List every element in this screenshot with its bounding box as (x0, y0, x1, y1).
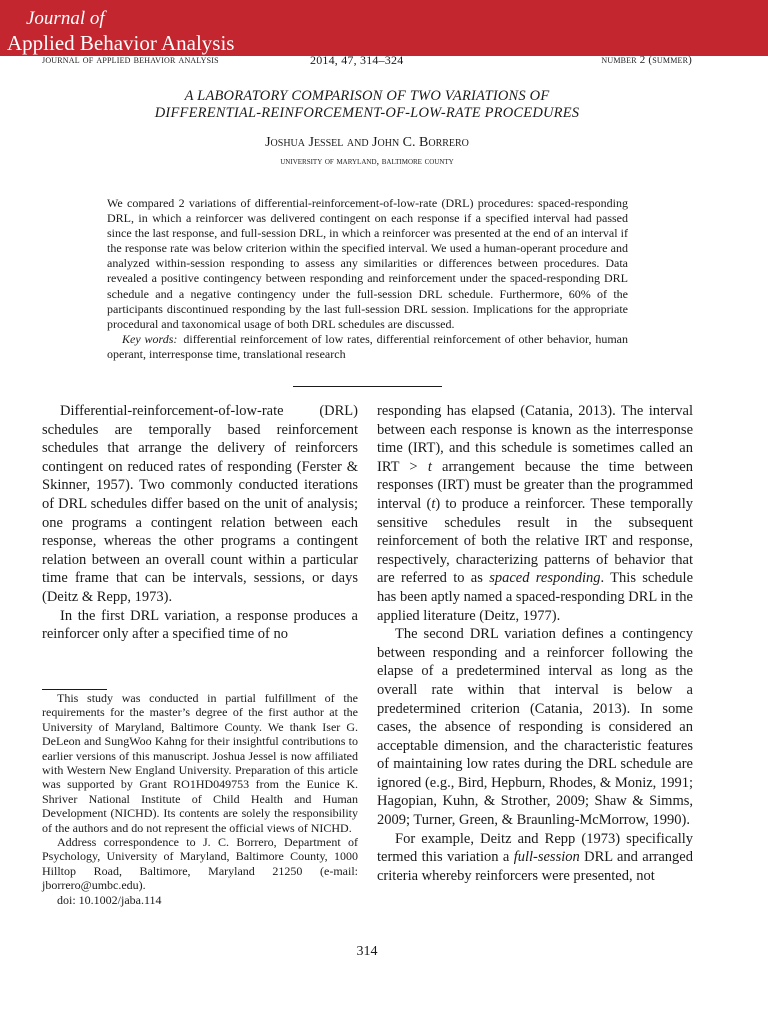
article-title (42, 88, 692, 122)
footnote-correspondence: Address correspondence to J. C. Borrero, Department of Psychology, University of Maryland, Baltimore County, 1000 Hilltop Road, Baltimore, Maryland 21250 (e-mail: jborrero@umbc.edu). (42, 835, 358, 893)
keywords-label: Key words: (122, 331, 178, 346)
text-run-italic: t (431, 495, 436, 512)
running-head-number: number 2 (summer) (601, 54, 692, 66)
banner-journal-name: Applied Behavior Analysis (7, 31, 235, 55)
abstract-text: We compared 2 variations of differential-reinforcement-of-low-rate (DRL) procedures: spaced-responding DRL, in which a reinforcer was delivered contingent on each response if a specified interval had passed since the last response, and full-session DRL, in which a reinforcer was presented at the end of an interval if the response rate was below criterion within the specified interval. We used a human-operant procedure and analyzed within-session responding to assess any similarities or differences between procedures. Data revealed a positive contingency between responding and reinforcement under the spaced-responding DRL schedule and a negative contingency under the full-session DRL schedule. Furthermore, 60% of the participants discontinued responding by the last full-session DRL session. Implications for the appropriate procedural and taxonomical usage of both DRL schedules are discussed. (107, 196, 628, 331)
abstract (107, 196, 628, 362)
text-run: . This schedule has been aptly named a spaced-responding DRL in the applied literature (Deitz, 1977). (377, 570, 693, 624)
author-affiliation: university of maryland, baltimore county (280, 156, 454, 167)
footnote-doi: doi: 10.1002/jaba.114 (57, 892, 162, 907)
paragraph-example (377, 830, 693, 886)
text-run-italic: full-session (513, 849, 580, 866)
paragraph-continued (377, 402, 693, 625)
page-number: 314 (356, 944, 378, 959)
body-column-right (377, 402, 693, 885)
text-run: DRL and arranged criteria whereby reinforcers were presented, not (377, 849, 693, 884)
text-run: arrangement because the time between responses (IRT) must be greater than the programmed interval ( (377, 458, 693, 512)
running-head-journal: journal of applied behavior analysis (42, 54, 219, 66)
footnote-divider (42, 689, 107, 690)
footnote (42, 691, 358, 907)
journal-banner (0, 0, 768, 56)
title-line-1: A LABORATORY COMPARISON OF TWO VARIATIONS OF (184, 88, 550, 104)
paragraph-second-variation: The second DRL variation defines a contingency between responding and a reinforcer following the elapse of a predetermined interval as long as the overall rate within that interval is below a predetermined criterion (Catania, 2013). In some cases, the absence of responding is considered an acceptable dimension, and the characteristic features of maintaining low rates during the DRL schedule are ignored (e.g., Bird, Hepburn, Rhodes, & Moniz, 1991; Hagopian, Kuhn, & Strother, 2009; Shaw & Simms, 2009; Turner, Green, & Braunling-McMorrow, 1990). (377, 626, 693, 829)
paragraph-intro: Differential-reinforcement-of-low-rate (DRL) schedules are temporally based reinforcement schedules that arrange the delivery of reinforcers contingent on reduced rates of responding (Ferster & Skinner, 1957). Two commonly conducted iterations of DRL schedules differ based on the unit of analysis; one programs a contingent relation between each response, whereas the other programs a contingent relation between an overall count within a particular time frame that can be intervals, sessions, or days (Deitz & Repp, 1973). (42, 403, 358, 605)
body-column-left (42, 402, 358, 644)
banner-journal-of: Journal of (26, 8, 105, 29)
footnote-acknowledgment: This study was conducted in partial fulfillment of the requirements for the master’s degree of the first author at the University of Maryland, Baltimore County. We thank Iser G. DeLeon and SungWoo Kahng for their insightful contributions to earlier versions of this manuscript. Joshua Jessel is now affiliated with Western New England University. Preparation of this article was supported by Grant RO1HD049753 from the Eunice K. Shriver National Institute of Child Health and Human Development (NICHD). Its contents are solely the responsibility of the authors and do not represent the official views of NICHD. (42, 691, 358, 835)
running-head (42, 53, 692, 67)
text-run-italic: t (427, 458, 432, 475)
text-run: ) to produce a reinforcer. These temporally sensitive schedules result in the subsequent reinforcement of both the relative IRT and response, respectively, characterizing patterns of behavior that are referred to as (377, 495, 693, 587)
running-head-citation: 2014, 47, 314–324 (310, 53, 404, 67)
text-run: For example, Deitz and Repp (1973) specifically termed this variation a (377, 830, 693, 866)
paragraph-first-variation: In the first DRL variation, a response produces a reinforcer only after a specified time of no (42, 607, 358, 643)
keywords-list: differential reinforcement of low rates, differential reinforcement of other behavior, human operant, interresponse time, translational research (107, 331, 628, 361)
text-run-italic: spaced responding (489, 570, 601, 587)
title-line-2: DIFFERENTIAL-REINFORCEMENT-OF-LOW-RATE PROCEDURES (154, 105, 580, 121)
article-authors: Joshua Jessel and John C. Borrero (265, 135, 469, 150)
section-divider (293, 386, 442, 387)
keywords (107, 332, 628, 362)
text-run: responding has elapsed (Catania, 2013). The interval between each response is known as the interresponse time (IRT), and this schedule is sometimes called an IRT > (377, 403, 693, 475)
